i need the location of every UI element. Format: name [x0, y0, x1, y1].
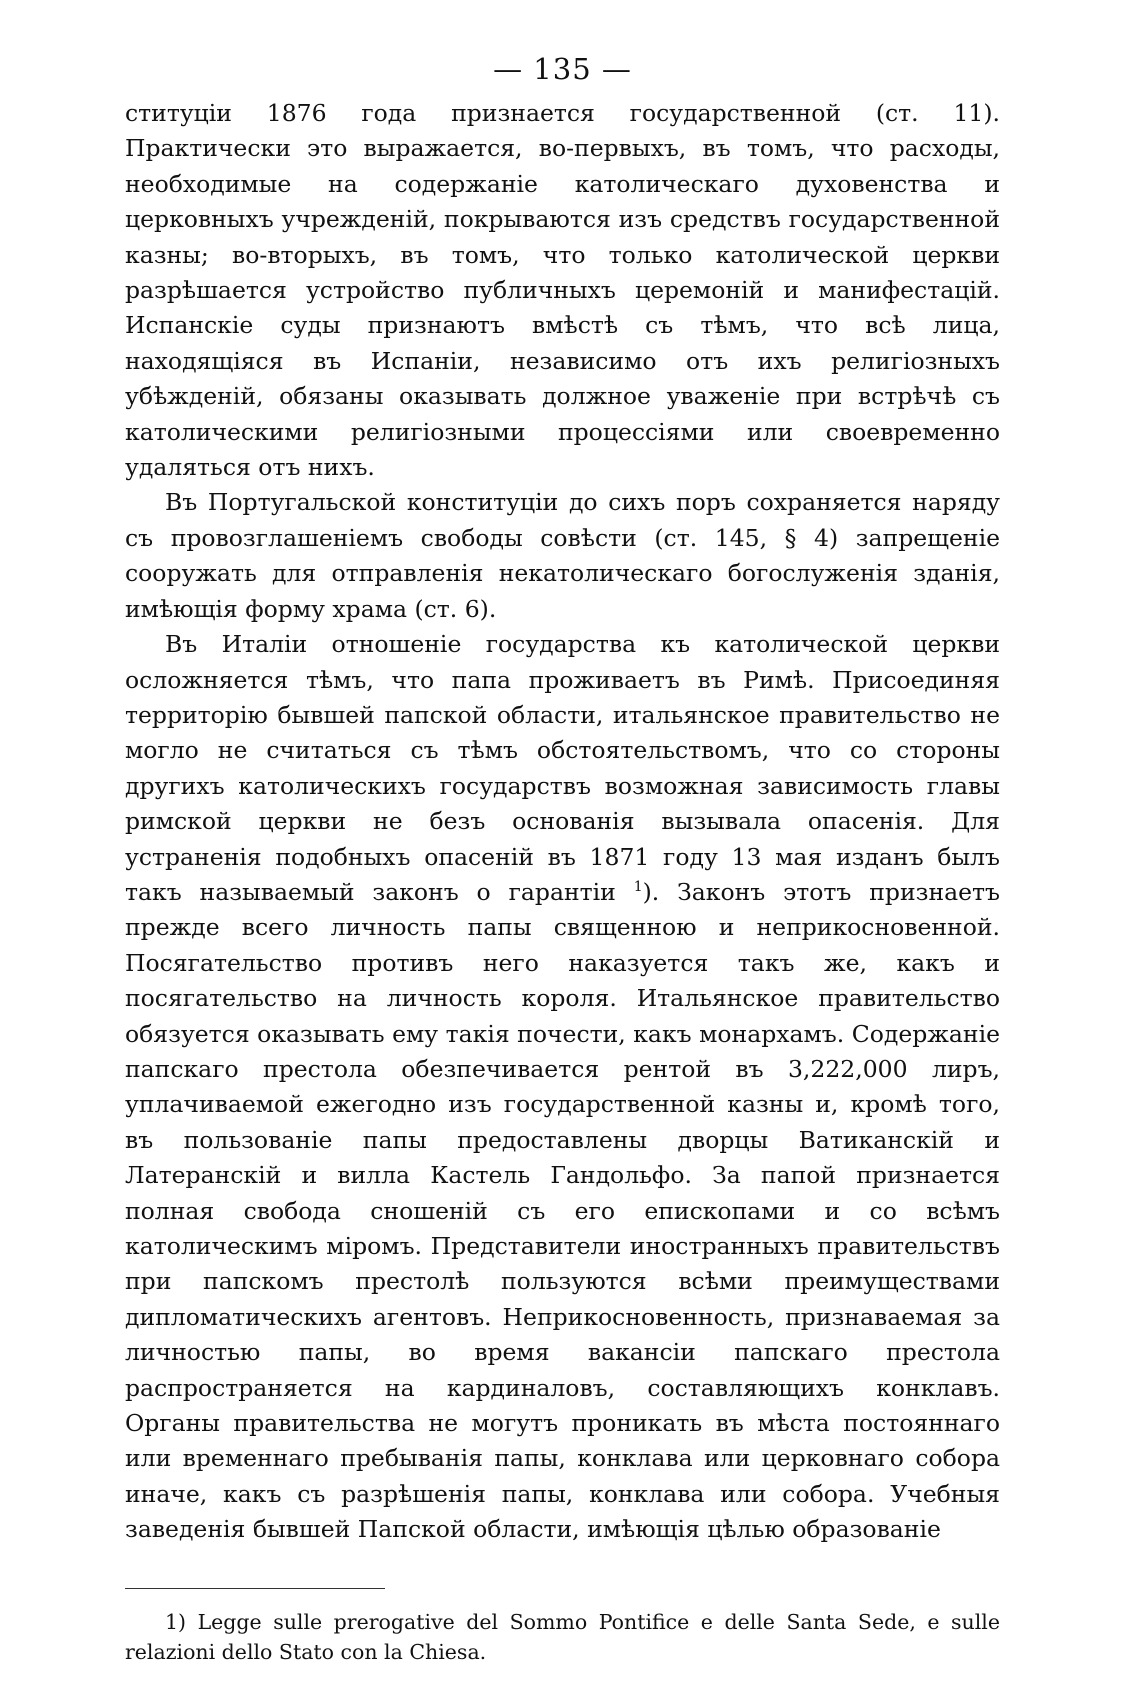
book-page	[125, 50, 1000, 1667]
paragraph-italy-part-2: ). Законъ этотъ признаетъ прежде всего личность папы священною и неприкосновенной. Посягательство противъ него наказуется такъ же, какъ и посягательство на личность короля. Итальянское правительство обязуется оказывать ему такія почести, какъ монархамъ. Содержаніе папскаго престола обезпечивается рентой въ 3,222,000 лиръ, уплачиваемой ежегодно изъ государственной казны и, кромѣ того, въ пользованіе папы предоставлены дворцы Ватиканскій и Латеранскій и вилла Кастель Гандольфо. За папой признается полная свобода сношеній съ его епископами и со всѣмъ католическимъ міромъ. Представители иностранныхъ правительствъ при папскомъ престолѣ пользуются всѣми преимуществами дипломатическихъ агентовъ. Неприкосновенность, признаваемая за личностью папы, во время вакансіи папскаго престола распространяется на кардиналовъ, составляющихъ конклавъ. Органы правительства не могутъ проникать въ мѣста постояннаго или временнаго пребыванія папы, конклава или церковнаго собора иначе, какъ съ разрѣшенія папы, конклава или собора. Учебныя заведенія бывшей Папской области, имѣющія цѣлью образованіе	[125, 877, 1000, 1544]
footnote-text: Legge sulle prerogative del Sommo Pontifice e delle Santa Sede, e sulle relazioni dello Stato con la Chiesa.	[125, 1609, 1000, 1664]
paragraph-spain: ституціи 1876 года признается государственной (ст. 11). Практически это выражается, во-первыхъ, въ томъ, что расходы, необходимые на содержаніе католическаго духовенства и церковныхъ учрежденій, покрываются изъ средствъ государственной казны; во-вторыхъ, въ томъ, что только католической церкви разрѣшается устройство публичныхъ церемоній и манифестацій. Испанскіе суды признаютъ вмѣстѣ съ тѣмъ, что всѣ лица, находящіяся въ Испаніи, независимо отъ ихъ религіозныхъ убѣжденій, обязаны оказывать должное уваженіе при встрѣчѣ съ католическими религіозными процессіями или своевременно удаляться отъ нихъ.	[125, 99, 1000, 482]
body-text	[125, 96, 1000, 1548]
footnote-marker: 1	[165, 1609, 179, 1634]
paragraph-italy	[125, 627, 1000, 1548]
footnote-marker-suffix: )	[178, 1609, 187, 1634]
footnote	[125, 1607, 1000, 1667]
footnote-divider	[125, 1588, 385, 1589]
page-number: — 135 —	[493, 52, 632, 86]
footnote-reference[interactable]: 1	[633, 879, 643, 896]
paragraph-italy-part-1: Въ Италіи отношеніе государства къ католической церкви осложняется тѣмъ, что папа проживаетъ въ Римѣ. Присоединяя территорію бывшей папской области, итальянское правительство не могло не считаться съ тѣмъ обстоятельствомъ, что со стороны другихъ католическихъ государствъ возможная зависимость главы римской церкви не безъ основанія вызывала опасенія. Для устраненія подобныхъ опасеній въ 1871 году 13 мая изданъ былъ такъ называемый законъ о гарантіи	[125, 630, 1000, 906]
paragraph-portugal: Въ Португальской конституціи до сихъ поръ сохраняется наряду съ провозглашеніемъ свободы совѣсти (ст. 145, § 4) запрещеніе сооружать для отправленія некатолическаго богослуженія зданія, имѣющія форму храма (ст. 6).	[125, 488, 1000, 623]
